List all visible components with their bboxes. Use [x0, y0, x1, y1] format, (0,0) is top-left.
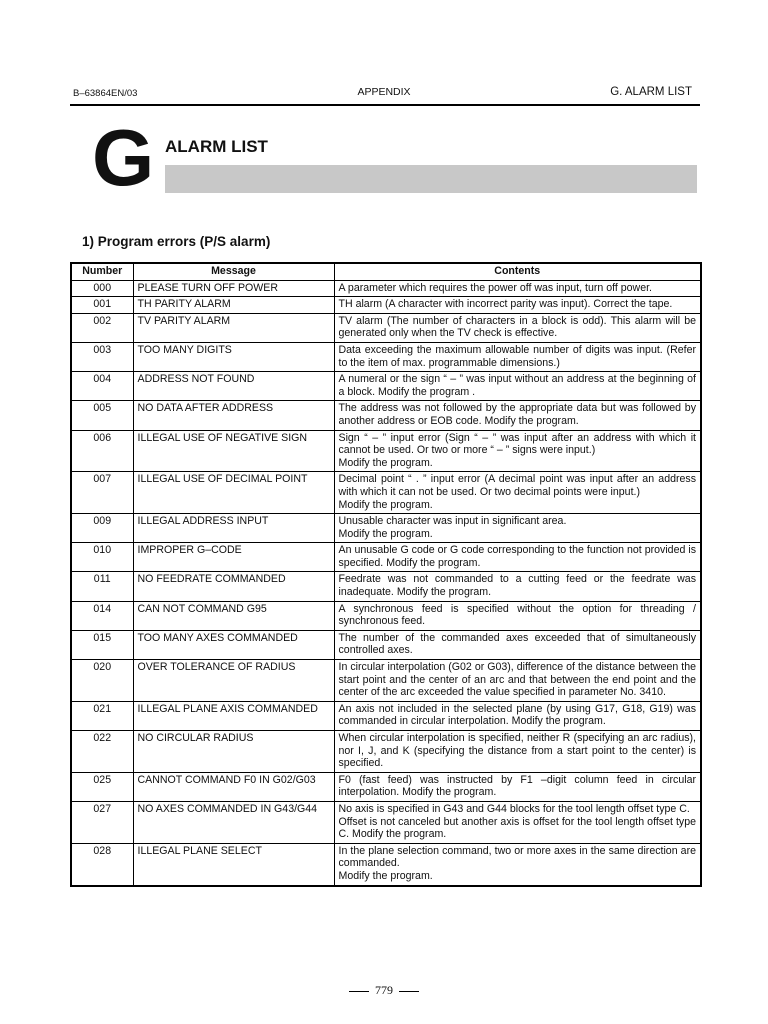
alarm-message: ILLEGAL ADDRESS INPUT: [133, 514, 334, 543]
alarm-contents: [334, 731, 701, 773]
page-number: 779: [375, 983, 393, 997]
alarm-contents: [334, 572, 701, 601]
table-row: [71, 601, 701, 630]
table-header-row: [71, 263, 701, 280]
chapter-letter: G: [92, 113, 153, 202]
footer-dash-right: [399, 991, 419, 992]
alarm-number: 022: [71, 731, 133, 773]
alarm-number: 002: [71, 313, 133, 342]
alarm-contents-line: TV alarm (The number of characters in a block is odd). This alarm will be generated only when the TV check is effective.: [338, 314, 696, 340]
table-row: [71, 843, 701, 885]
alarm-message: NO FEEDRATE COMMANDED: [133, 572, 334, 601]
alarm-number: 021: [71, 701, 133, 730]
table-row: [71, 630, 701, 659]
table-row: [71, 543, 701, 572]
alarm-contents-line: No axis is specified in G43 and G44 blocks for the tool length offset type C.: [338, 802, 690, 815]
alarm-contents-line: An axis not included in the selected plane (by using G17, G18, G19) was commanded in circular interpolation. Modify the program.: [338, 702, 696, 728]
alarm-message: ILLEGAL PLANE AXIS COMMANDED: [133, 701, 334, 730]
table-row: [71, 772, 701, 801]
alarm-contents: [334, 472, 701, 514]
alarm-message: IMPROPER G–CODE: [133, 543, 334, 572]
table-row: [71, 801, 701, 843]
page-footer: [0, 983, 768, 998]
alarm-number: 007: [71, 472, 133, 514]
alarm-number: 028: [71, 843, 133, 885]
alarm-contents: [334, 372, 701, 401]
alarm-contents: [334, 801, 701, 843]
column-header-message: Message: [133, 263, 334, 280]
header-chapter-name: G. ALARM LIST: [610, 86, 692, 98]
table-row: [71, 514, 701, 543]
alarm-number: 003: [71, 342, 133, 371]
alarm-contents-line: A synchronous feed is specified without the option for threading / synchronous feed.: [338, 602, 696, 628]
alarm-message: ILLEGAL PLANE SELECT: [133, 843, 334, 885]
alarm-number: 006: [71, 430, 133, 472]
alarm-contents: [334, 543, 701, 572]
table-row: [71, 472, 701, 514]
alarm-message: ILLEGAL USE OF DECIMAL POINT: [133, 472, 334, 514]
alarm-contents: [334, 401, 701, 430]
document-id: B–63864EN/03: [73, 88, 138, 99]
column-header-contents: Contents: [334, 263, 701, 280]
alarm-contents-line: Unusable character was input in significant area.: [338, 515, 567, 528]
table-row: [71, 701, 701, 730]
table-row: [71, 280, 701, 297]
alarm-contents-line: TH alarm (A character with incorrect parity was input). Correct the tape.: [338, 298, 673, 311]
alarm-contents: [334, 630, 701, 659]
table-row: [71, 660, 701, 702]
alarm-number: 015: [71, 630, 133, 659]
alarm-contents: [334, 660, 701, 702]
section-title: 1) Program errors (P/S alarm): [82, 234, 271, 249]
alarm-message: NO AXES COMMANDED IN G43/G44: [133, 801, 334, 843]
alarm-message: NO CIRCULAR RADIUS: [133, 731, 334, 773]
footer-dash-left: [349, 991, 369, 992]
alarm-contents-line: When circular interpolation is specified, neither R (specifying an arc radius), nor I, J, and K (specifying the distance from a start point to the center) is specified.: [338, 732, 696, 770]
alarm-number: 011: [71, 572, 133, 601]
alarm-contents: [334, 430, 701, 472]
alarm-message: TH PARITY ALARM: [133, 297, 334, 314]
alarm-number: 009: [71, 514, 133, 543]
alarm-contents-line: Decimal point “ . ” input error (A decimal point was input after an address with which it can not be used. Or two decimal points were input.): [338, 473, 696, 498]
alarm-contents-line: The number of the commanded axes exceeded that of simultaneously controlled axes.: [338, 631, 696, 657]
alarm-contents-line: Modify the program.: [338, 498, 433, 511]
alarm-message: ILLEGAL USE OF NEGATIVE SIGN: [133, 430, 334, 472]
alarm-contents: [334, 280, 701, 297]
table-row: [71, 313, 701, 342]
alarm-message: TOO MANY DIGITS: [133, 342, 334, 371]
alarm-contents: [334, 601, 701, 630]
alarm-contents-line: Feedrate was not commanded to a cutting feed or the feedrate was inadequate. Modify the program.: [338, 573, 696, 599]
alarm-number: 004: [71, 372, 133, 401]
alarm-contents: [334, 772, 701, 801]
alarm-contents-line: F0 (fast feed) was instructed by F1 –digit column feed in circular interpolation. Modify the program.: [338, 773, 696, 799]
alarm-message: TV PARITY ALARM: [133, 313, 334, 342]
alarm-number: 010: [71, 543, 133, 572]
column-header-number: Number: [71, 263, 133, 280]
alarm-number: 001: [71, 297, 133, 314]
alarm-message: OVER TOLERANCE OF RADIUS: [133, 660, 334, 702]
alarm-contents: [334, 313, 701, 342]
table-row: [71, 297, 701, 314]
alarm-contents: [334, 514, 701, 543]
alarm-number: 027: [71, 801, 133, 843]
table-row: [71, 731, 701, 773]
alarm-table: [70, 262, 702, 887]
alarm-contents-line: Sign “ – ” input error (Sign “ – ” was input after an address with which it cannot be used. Or two or more “ – ” signs were input.): [338, 431, 696, 457]
alarm-message: NO DATA AFTER ADDRESS: [133, 401, 334, 430]
table-row: [71, 430, 701, 472]
alarm-message: ADDRESS NOT FOUND: [133, 372, 334, 401]
alarm-contents-line: Offset is not canceled but another axis is offset for the tool length offset type C. Modify the program.: [338, 815, 696, 841]
alarm-table-body: [71, 280, 701, 885]
alarm-contents-line: An unusable G code or G code corresponding to the function not provided is specified. Modify the program.: [338, 544, 696, 569]
alarm-number: 005: [71, 401, 133, 430]
alarm-contents-line: The address was not followed by the appropriate data but was followed by another address or EOB code. Modify the program.: [338, 402, 696, 427]
alarm-message: CAN NOT COMMAND G95: [133, 601, 334, 630]
header-rule: [70, 104, 700, 106]
alarm-contents-line: Data exceeding the maximum allowable number of digits was input. (Refer to the item of max. programmable dimensions.): [338, 343, 696, 369]
alarm-contents: [334, 701, 701, 730]
table-row: [71, 372, 701, 401]
alarm-contents: [334, 297, 701, 314]
chapter-title-bar: [165, 165, 697, 193]
alarm-contents: [334, 843, 701, 885]
alarm-contents-line: Modify the program.: [338, 869, 433, 882]
alarm-contents-line: Modify the program.: [338, 527, 433, 540]
alarm-number: 014: [71, 601, 133, 630]
alarm-message: TOO MANY AXES COMMANDED: [133, 630, 334, 659]
alarm-contents-line: A parameter which requires the power off was input, turn off power.: [338, 281, 652, 294]
alarm-contents-line: Modify the program.: [338, 456, 433, 469]
table-row: [71, 401, 701, 430]
header-section-name: APPENDIX: [357, 86, 411, 98]
alarm-contents: [334, 342, 701, 371]
alarm-contents-line: A numeral or the sign “ – ” was input without an address at the beginning of a block. Modify the program .: [338, 373, 696, 398]
alarm-number: 000: [71, 280, 133, 297]
alarm-contents-line: In circular interpolation (G02 or G03), difference of the distance between the start point and the center of an arc and that between the end point and the center of the arc exceeded the value specified in parameter No. 3410.: [338, 661, 696, 699]
alarm-number: 025: [71, 772, 133, 801]
alarm-contents-line: In the plane selection command, two or more axes in the same direction are commanded.: [338, 844, 696, 870]
chapter-title: ALARM LIST: [165, 137, 268, 156]
alarm-message: CANNOT COMMAND F0 IN G02/G03: [133, 772, 334, 801]
alarm-number: 020: [71, 660, 133, 702]
table-row: [71, 572, 701, 601]
alarm-message: PLEASE TURN OFF POWER: [133, 280, 334, 297]
table-row: [71, 342, 701, 371]
